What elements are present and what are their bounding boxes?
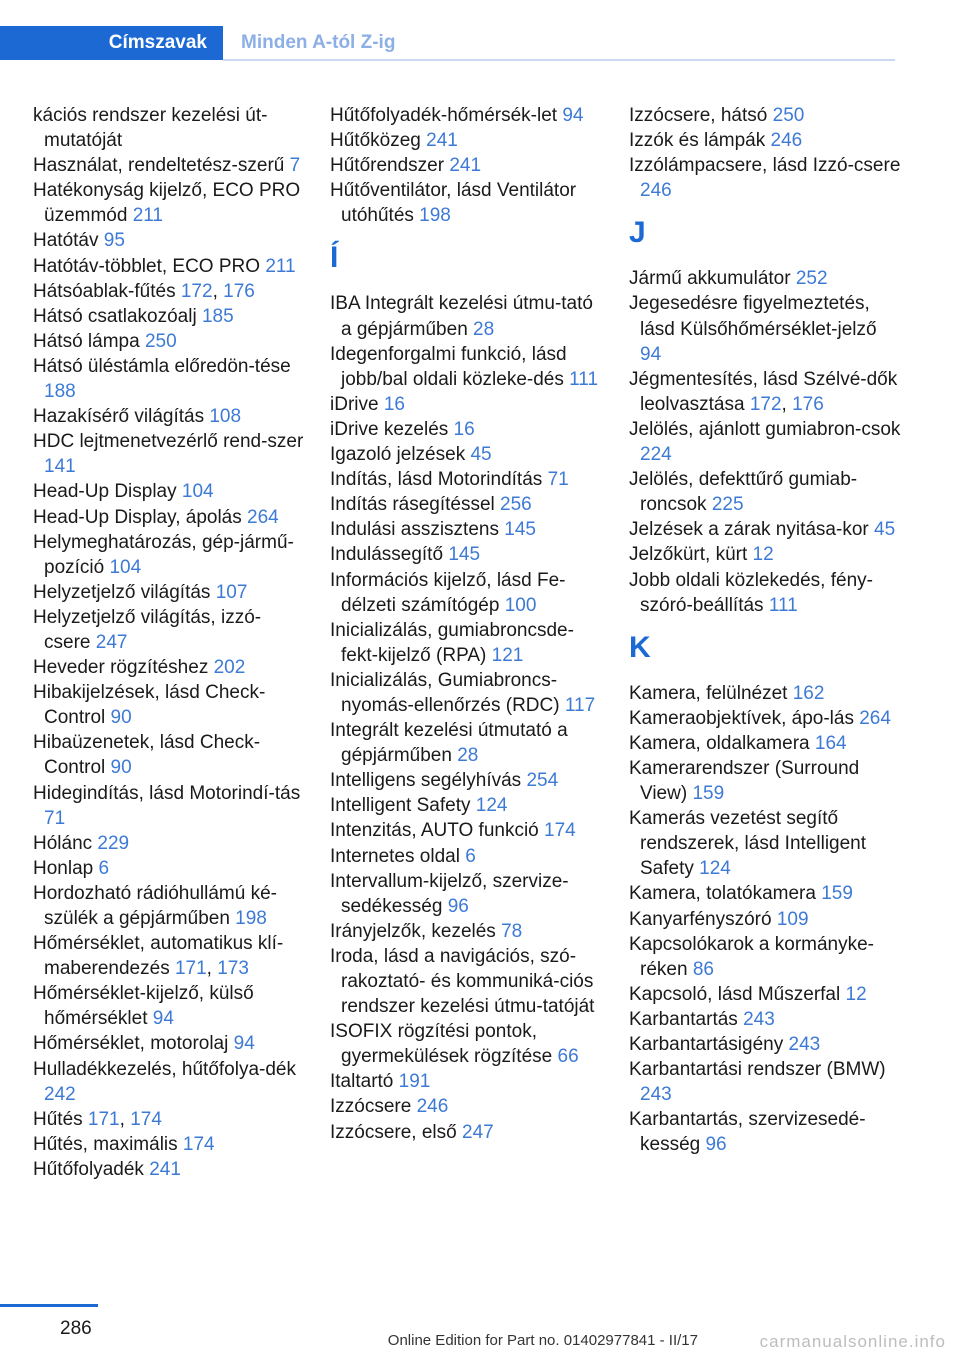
index-entry [33,103,305,153]
page-link[interactable]: 96 [447,895,469,917]
index-entry [33,831,305,856]
index-entry [33,981,305,1031]
index-entry-text: Indítás rásegítéssel [330,494,501,516]
index-entry [629,756,901,806]
index-entry-text: Italtartó [330,1071,399,1093]
index-entry: Jégmentesítés, lásd Szélvé-dők leolvasztása 172, 176 [629,368,898,415]
index-entry [330,1094,602,1119]
page-link[interactable]: 243 [788,1034,821,1055]
index-entry-text: Hátsó lámpa [33,330,145,352]
index-entry-text: Izzócsere, első [330,1121,462,1143]
index-entry-text: Hordozható rádióhullámú ké-szülék a gépjárműben [33,882,277,929]
page-link[interactable]: 71 [547,469,569,491]
index-entry [330,793,602,818]
page-link[interactable]: 104 [109,556,142,578]
index-entry [33,429,305,479]
page-link[interactable]: 94 [640,343,662,365]
page-link[interactable]: 159 [821,883,853,905]
index-entry-text: Karbantartásigény [629,1034,789,1055]
section-letter: Í [330,241,339,275]
page-link[interactable]: 107 [215,581,248,603]
index-entry [330,517,602,542]
index-entry [330,103,602,128]
index-entry-text: Hőmérséklet-kijelző, külső hőmérséklet [33,983,254,1030]
index-entry [629,1032,901,1057]
page-link[interactable]: 28 [457,745,479,767]
page-link[interactable]: 96 [705,1134,727,1156]
section-letter: K [629,630,651,664]
footer-accent-bar [0,1304,98,1307]
index-entry-text: Hulladékkezelés, hűtőfolya-dék [33,1058,296,1080]
page-link[interactable]: 94 [152,1008,174,1030]
index-entry-text: Kapcsolókarok a kormányke-réken [629,933,874,980]
index-entry [629,982,901,1007]
index-entry [330,542,602,567]
index-entry [330,1120,602,1145]
index-entry [629,731,901,756]
page-link[interactable]: 172 [749,393,782,415]
index-entry [330,1019,602,1069]
index-entry-text: Hatékonyság kijelző, ECO PRO üzemmód [33,180,301,227]
page-link[interactable]: 174 [182,1133,215,1155]
index-entry [330,818,602,843]
index-entry-text: Izzócsere, hátsó [629,105,773,126]
index-entry [33,781,305,831]
watermark: carmanualsonline.info [759,1332,946,1351]
index-entry [33,1057,305,1107]
page-link[interactable]: 256 [500,494,532,516]
index-entry-text: Inicializálás, Gumiabroncs-nyomás-ellenőrzés (RDC) [330,669,565,716]
index-entry-text: Hűtőfolyadék [33,1158,150,1180]
index-entry [330,442,602,467]
page-link[interactable]: 243 [743,1008,775,1030]
index-entry-text: Hűtőventilátor, lásd Ventilátor utóhűtés [330,180,577,227]
page-link[interactable]: 12 [845,983,867,1005]
index-entry [33,530,305,580]
index-column-1 [33,103,305,1182]
page-link[interactable]: 176 [792,393,824,415]
index-entry-text: Hólánc [33,832,98,854]
page-link[interactable]: 246 [640,180,672,202]
index-entry [33,505,305,530]
index-entry-text: Jobb oldali közlekedés, fény-szóró-beállítás [629,569,873,616]
index-entry-text: Honlap [33,857,99,879]
index-entry-text: HDC lejtmenetvezérlő rend-szer [33,431,304,453]
page-link[interactable]: 66 [557,1046,579,1068]
page-link[interactable]: 247 [462,1121,494,1143]
page-link[interactable]: 202 [213,657,246,679]
page-link[interactable]: 185 [201,305,234,327]
edition-note: Online Edition for Part no. 01402977841 - II/17 [387,1332,698,1349]
index-entry [629,467,901,517]
page-link[interactable]: 45 [874,519,896,541]
index-entry [330,467,602,492]
index-entry-text: Kameraobjektívek, ápo-lás [629,707,860,729]
index-entry [330,919,602,944]
index-entry [33,228,305,253]
index-entry-text: Jelzőkürt, kürt [629,544,753,566]
index-entry [330,342,602,392]
page-link[interactable]: 172 [180,280,213,302]
index-entry [330,718,602,768]
page-link[interactable]: 174 [130,1108,162,1130]
page-link[interactable]: 250 [144,330,177,352]
page-link[interactable]: 104 [181,481,214,503]
page-link[interactable]: 94 [562,105,584,126]
index-entry-text: Iroda, lásd a navigációs, szó-rakoztató- és kommuniká-ciós rendszer kezelési útmu-tatóját [330,945,595,1018]
index-entry [33,605,305,655]
page-link[interactable]: 108 [209,406,242,428]
page-link[interactable]: 174 [544,820,576,842]
page-link[interactable]: 95 [103,230,125,252]
index-entry [629,291,901,366]
index-entry [330,417,602,442]
page-link[interactable]: 252 [795,268,828,290]
index-entry [330,944,602,1019]
page-link[interactable]: 159 [692,783,725,805]
page-link[interactable]: 90 [110,757,132,779]
index-entry [33,1157,305,1182]
page-link[interactable]: 224 [640,444,672,466]
index-entry-text: Intelligens segélyhívás [330,770,527,792]
index-entry-text: ISOFIX rögzítési pontok, gyermekülések rögzítése [330,1021,558,1068]
index-entry-text: Hőmérséklet, motorolaj [33,1033,234,1055]
page-link[interactable]: 242 [44,1083,76,1105]
index-entry [330,768,602,793]
index-entry [629,1107,901,1157]
index-entry-text: Izzócsere [330,1096,417,1118]
page-link[interactable]: 198 [419,205,451,227]
index-entry-text: Kamera, felülnézet [629,682,793,704]
page-link[interactable]: 100 [504,594,537,616]
index-entry-text: Integrált kezelési útmutató a gépjárműben [330,720,568,767]
index-entry [33,856,305,881]
index-entry: Hőmérséklet, automatikus klí-maberendezés 171, 173 [33,933,284,980]
index-entry [33,1031,305,1056]
index-entry-text: iDrive [330,393,384,415]
index-entry [330,178,602,228]
index-entry [629,568,901,618]
page-link[interactable]: 124 [699,858,731,880]
index-entry-text: Hazakísérő világítás [33,406,210,428]
index-entry-text: Karbantartás [629,1008,744,1030]
page-link[interactable]: 171 [174,958,207,980]
index-entry-text: Indulási asszisztens [330,519,505,541]
index-entry [629,153,901,203]
index-entry [330,128,602,153]
index-entry-text: Hűtőrendszer [330,155,450,177]
index-entry-text: Kanyarfényszóró [629,908,777,930]
page-link[interactable]: 211 [132,205,163,227]
page-link[interactable]: 188 [44,381,76,403]
page-link[interactable]: 86 [692,958,714,980]
index-entry [33,655,305,680]
page-link[interactable]: 109 [776,908,809,930]
index-entry-text: Hidegindítás, lásd Motorindí-tás [33,782,301,804]
index-entry [330,568,602,618]
index-entry [330,618,602,668]
page-link[interactable]: 250 [772,105,805,126]
index-entry-text: kációs rendszer kezelési út-mutatóját [33,105,268,152]
index-entry [330,291,602,341]
index-entry [33,178,305,228]
index-entry [33,479,305,504]
index-entry [330,392,602,417]
index-entry-text: Intenzitás, AUTO funkció [330,820,545,842]
index-entry [33,730,305,780]
index-entry [33,254,305,279]
index-entry-text: Hőmérséklet, automatikus klí-maberendezés [33,933,284,980]
index-entry-text: Hibaüzenetek, lásd Check-Control [33,732,261,779]
page-link[interactable]: 145 [504,519,536,541]
index-entry-text: Izzók és lámpák [629,130,771,152]
index-entry [629,103,901,128]
page-link[interactable]: 145 [448,544,481,566]
page-link[interactable]: 94 [233,1033,255,1055]
page-link[interactable]: 117 [564,694,596,716]
page-link[interactable]: 247 [95,631,128,653]
index-entry-text: Igazoló jelzések [330,444,471,466]
index-entry-text: Irányjelzők, kezelés [330,920,502,942]
index-entry-text: Hátsóablak-fűtés [33,280,181,302]
index-entry-text: Hátsó csatlakozóalj [33,305,202,327]
index-entry [629,1007,901,1032]
page-link[interactable]: 241 [149,1158,181,1180]
index-entry [33,404,305,429]
index-entry [629,417,901,467]
page-link[interactable]: 171 [87,1108,120,1130]
header-divider [223,59,895,61]
index-entry [629,542,901,567]
index-entry [33,304,305,329]
index-entry-text: Jégmentesítés, lásd Szélvé-dők leolvasztása [629,368,898,415]
index-entry-text: Karbantartás, szervizesedé-kesség [629,1109,866,1156]
index-entry-text: Internetes oldal [330,845,466,867]
index-entry-text: Inicializálás, gumiabroncsde-fekt-kijelző (RPA) [330,619,574,666]
index-entry-text: Jelölés, ajánlott gumiabron-csok [629,418,901,440]
index-entry-text: iDrive kezelés [330,418,454,440]
page-link[interactable]: 173 [217,958,249,980]
index-entry-text: Karbantartási rendszer (BMW) [629,1059,886,1081]
index-entry [629,706,901,731]
index-entry-text: Kamerarendszer (Surround View) [629,757,860,805]
page-link[interactable]: 6 [465,845,476,867]
index-entry [33,354,305,404]
index-entry [33,680,305,730]
page-number: 286 [60,1318,92,1339]
index-entry-text: Hatótáv-többlet, ECO PRO [33,255,266,277]
page-link[interactable]: 121 [491,644,524,666]
page-link[interactable]: 28 [473,318,495,340]
index-entry-text: Kamera, oldalkamera [629,732,815,754]
index-entry-text: Helyzetjelző világítás, izzó-csere [33,606,262,653]
index-entry-text: Izzólámpacsere, lásd Izzó-csere [629,155,901,177]
index-entry-text: Helyzetjelző világítás [33,581,216,603]
section-letter: J [629,216,646,250]
index-entry [629,932,901,982]
index-entry [330,1069,602,1094]
index-entry-text: Hibakijelzések, lásd Check-Control [33,682,266,729]
page-link[interactable]: 198 [235,908,267,929]
index-entry-text: Hatótáv [33,230,104,252]
index-entry: Hűtés 171, 174 [33,1108,162,1130]
page-link[interactable]: 111 [569,368,599,390]
tab-cimszavak[interactable] [0,26,223,60]
index-entry-text: Információs kijelző, lásd Fe-délzeti számítógép [330,569,566,616]
page-link[interactable]: 162 [792,682,825,704]
index-entry-text: Használat, rendeltetész-szerű [33,155,290,177]
index-entry [330,869,602,919]
index-entry [330,844,602,869]
index-column-3 [629,103,901,1157]
tab-cimszavak-label: Címszavak [108,32,207,53]
index-entry-text: Heveder rögzítéshez [33,657,214,679]
index-entry-text: Head-Up Display, ápolás [33,506,248,528]
index-entry-text: Intelligent Safety [330,795,476,817]
index-entry [330,153,602,178]
page-link[interactable]: 7 [289,155,301,177]
page-link[interactable]: 16 [383,393,405,415]
index-entry-text: Kamerás vezetést segítő rendszerek, lásd Intelligent Safety [629,808,867,880]
page-link[interactable]: 90 [110,707,132,729]
index-entry-text: Kamera, tolatókamera [629,883,822,905]
index-entry-text: Jelölés, defekttűrő gumiab-roncsok [629,469,858,516]
index-entry-text: Jegesedésre figyelmeztetés, lásd Külsőhőmérséklet-jelző [629,293,877,340]
page-link[interactable]: 111 [768,594,798,616]
index-entry [33,329,305,354]
index-entry-text: Hátsó üléstámla előredön-tése [33,355,291,377]
header [0,0,960,62]
page-link[interactable]: 176 [223,280,255,302]
page-link[interactable]: 16 [453,418,475,440]
page-link[interactable]: 71 [44,807,66,829]
page-link[interactable]: 164 [814,732,847,754]
page-link[interactable]: 211 [265,255,296,277]
page-link[interactable]: 246 [416,1096,449,1118]
page-link[interactable]: 45 [470,444,492,466]
page-link[interactable]: 78 [501,920,523,942]
index-entry-text: Hűtés [33,1108,88,1130]
page-link[interactable]: 191 [398,1071,431,1093]
index-entry [330,668,602,718]
index-entry-text: Indítás, lásd Motorindítás [330,469,548,491]
index-entry [33,580,305,605]
index-entry-text: Kapcsoló, lásd Műszerfal [629,983,846,1005]
page-link[interactable]: 246 [770,130,803,152]
page-link[interactable]: 264 [859,707,891,729]
index-entry-text: Indulássegítő [330,544,449,566]
page-link[interactable]: 243 [640,1084,672,1106]
page-link[interactable]: 229 [97,832,130,854]
index-entry [629,517,901,542]
index-entry-text: Helymeghatározás, gép-jármű-pozíció [33,531,294,578]
page-link[interactable]: 124 [475,795,508,817]
index-entry [33,881,305,931]
index-column-2 [330,103,602,1145]
index-entry-text: Jelzések a zárak nyitása-kor [629,519,874,541]
index-entry-text: Jármű akkumulátor [629,268,796,290]
index-entry [330,492,602,517]
page-link[interactable]: 12 [752,544,774,566]
page-link[interactable]: 141 [44,456,76,478]
page-link[interactable]: 225 [711,494,744,516]
index-entry [629,806,901,881]
index-entry [629,1057,901,1107]
index-entry-text: Head-Up Display [33,481,182,503]
index-entry-text: Idegenforgalmi funkció, lásd jobb/bal oldali közleke-dés [330,343,570,390]
page-link[interactable]: 241 [426,130,458,152]
index-entry [33,153,305,178]
page-link[interactable]: 241 [449,155,482,177]
index-entry [629,681,901,706]
index-entry: Hátsóablak-fűtés 172, 176 [33,280,255,302]
tab-minden-a-z[interactable]: Minden A-tól Z-ig [241,32,396,53]
page-link[interactable]: 264 [247,506,279,528]
index-entry [629,266,901,291]
index-entry [629,128,901,153]
index-entry-text: Hűtés, maximális [33,1133,183,1155]
index-entry-text: Hűtőfolyadék-hőmérsék-let [330,105,563,126]
index-entry [629,907,901,932]
page-link[interactable]: 254 [526,770,559,792]
index-entry [33,1132,305,1157]
page-link[interactable]: 6 [98,857,110,879]
index-entry-text: Hűtőközeg [330,130,427,152]
index-entry-text: Intervallum-kijelző, szervize-sedékesség [330,870,569,917]
index-entry [629,881,901,906]
index-entry-text: IBA Integrált kezelési útmu-tató a gépjárműben [330,293,593,340]
